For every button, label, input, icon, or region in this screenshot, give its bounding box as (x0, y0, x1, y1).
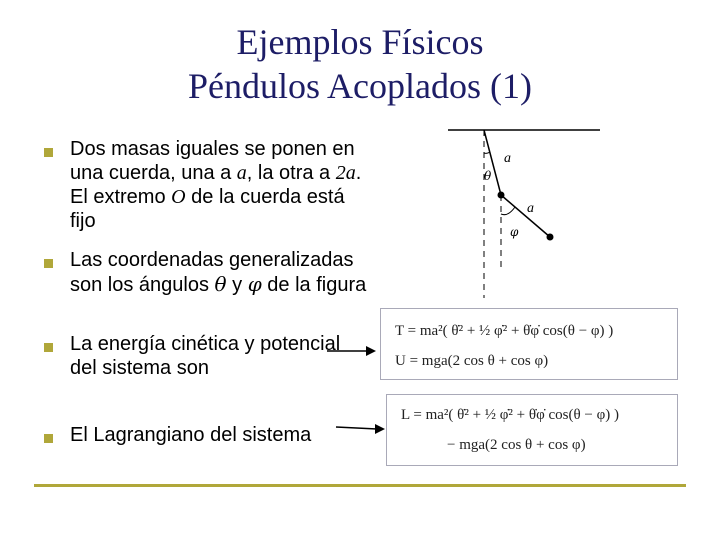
pendulum-figure (440, 118, 600, 300)
energy-equations-box (380, 308, 678, 380)
bullet-square-icon (44, 148, 53, 157)
bullet-square-icon (44, 434, 53, 443)
mass-2 (547, 234, 554, 241)
kinetic-energy-equation: T = ma²( θ̇² + ½ φ̇² + θ̇φ̇ cos(θ − φ) ) (395, 323, 614, 339)
lagrangian-equation-line1: L = ma²( θ̇² + ½ φ̇² + θ̇φ̇ cos(θ − φ) ) (401, 407, 620, 423)
arrow-to-energy-box (325, 342, 377, 358)
arrow-to-lagrangian-box (334, 420, 386, 436)
lagrangian-equation-box (386, 394, 678, 466)
bullet-square-icon (44, 259, 53, 268)
lagrangian-equation-line2: − mga(2 cos θ + cos φ) (447, 437, 586, 453)
bullet-text-4: El Lagrangiano del sistema (70, 424, 312, 446)
label-a-upper: a (504, 151, 511, 166)
potential-energy-equation: U = mga(2 cos θ + cos φ) (395, 353, 549, 369)
mass-1 (498, 192, 505, 199)
slide-title-line1: Ejemplos Físicos (236, 22, 484, 62)
label-a-lower: a (527, 201, 534, 216)
pendulum-rod-upper (484, 130, 501, 195)
footer-divider (34, 484, 686, 487)
phi-angle-arc (501, 207, 515, 215)
bullet-text-3: La energía cinética y potencial del sistema son (70, 333, 341, 379)
label-phi: φ (510, 225, 519, 239)
bullet-text-1: Dos masas iguales se ponen en una cuerda, una a a, la otra a 2a. El extremo O de la cuerda está fijo (70, 138, 362, 232)
label-theta: θ (484, 169, 492, 183)
bullet-square-icon (44, 343, 53, 352)
slide-title-line2: Péndulos Acoplados (1) (188, 66, 532, 106)
bullet-text-2: Las coordenadas generalizadas son los ángulos θ y φ de la figura (70, 249, 367, 296)
pendulum-rod-lower (501, 195, 550, 237)
theta-angle-arc (484, 152, 490, 153)
